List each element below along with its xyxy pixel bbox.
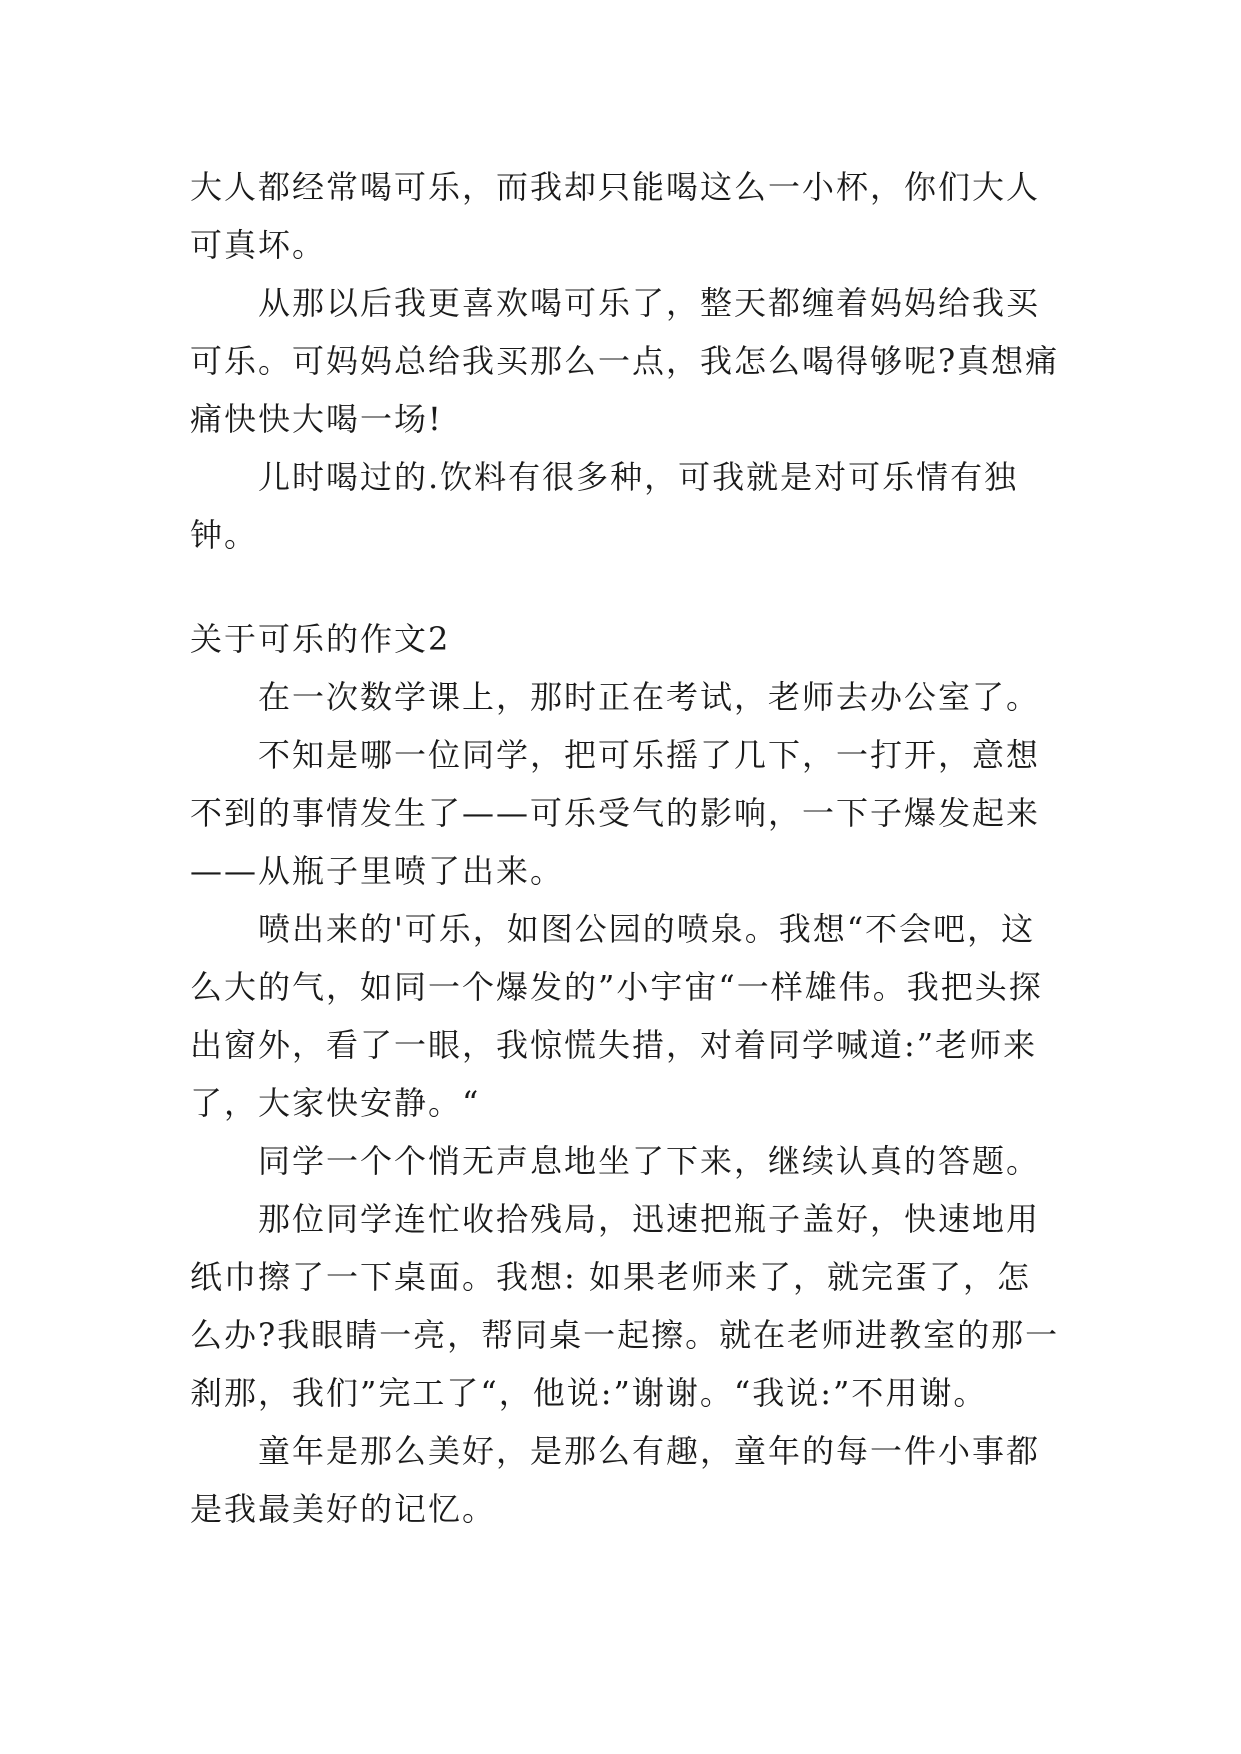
- paragraph-4: 在一次数学课上，那时正在考试，老师去办公室了。: [258, 678, 1041, 716]
- paragraph-6: 喷出来的'可乐，如图公园的喷泉。我想“不会吧，这么大的气，如同一个爆发的”小宇宙“一样雄伟。我把头探出窗外，看了一眼，我惊慌失措，对着同学喊道:”老师来了，大家快安静。“: [190, 910, 1043, 1122]
- paragraph-3: 儿时喝过的.饮料有很多种，可我就是对可乐情有独钟。: [190, 458, 1019, 554]
- section-heading: 关于可乐的作文2: [190, 620, 451, 658]
- document-body: [190, 158, 1060, 1538]
- paragraph-7: 同学一个个悄无声息地坐了下来，继续认真的答题。: [258, 1142, 1041, 1180]
- paragraph-5: 不知是哪一位同学，把可乐摇了几下，一打开，意想不到的事情发生了——可乐受气的影响，一下子爆发起来——从瓶子里喷了出来。: [190, 736, 1041, 890]
- paragraph-8: 那位同学连忙收拾残局，迅速把瓶子盖好，快速地用纸巾擦了一下桌面。我想: 如果老师来了，就完蛋了，怎么办?我眼睛一亮，帮同桌一起擦。就在老师进教室的那一刹那，我们”完工了“，他说:”谢谢。“我说:”不用谢。: [190, 1200, 1060, 1412]
- paragraph-9: 童年是那么美好，是那么有趣，童年的每一件小事都是我最美好的记忆。: [190, 1432, 1041, 1528]
- paragraph-1: 大人都经常喝可乐，而我却只能喝这么一小杯，你们大人可真坏。: [190, 168, 1041, 264]
- section-gap: [190, 564, 1060, 610]
- paragraph-2: 从那以后我更喜欢喝可乐了，整天都缠着妈妈给我买可乐。可妈妈总给我买那么一点，我怎么喝得够呢?真想痛痛快快大喝一场!: [190, 284, 1060, 438]
